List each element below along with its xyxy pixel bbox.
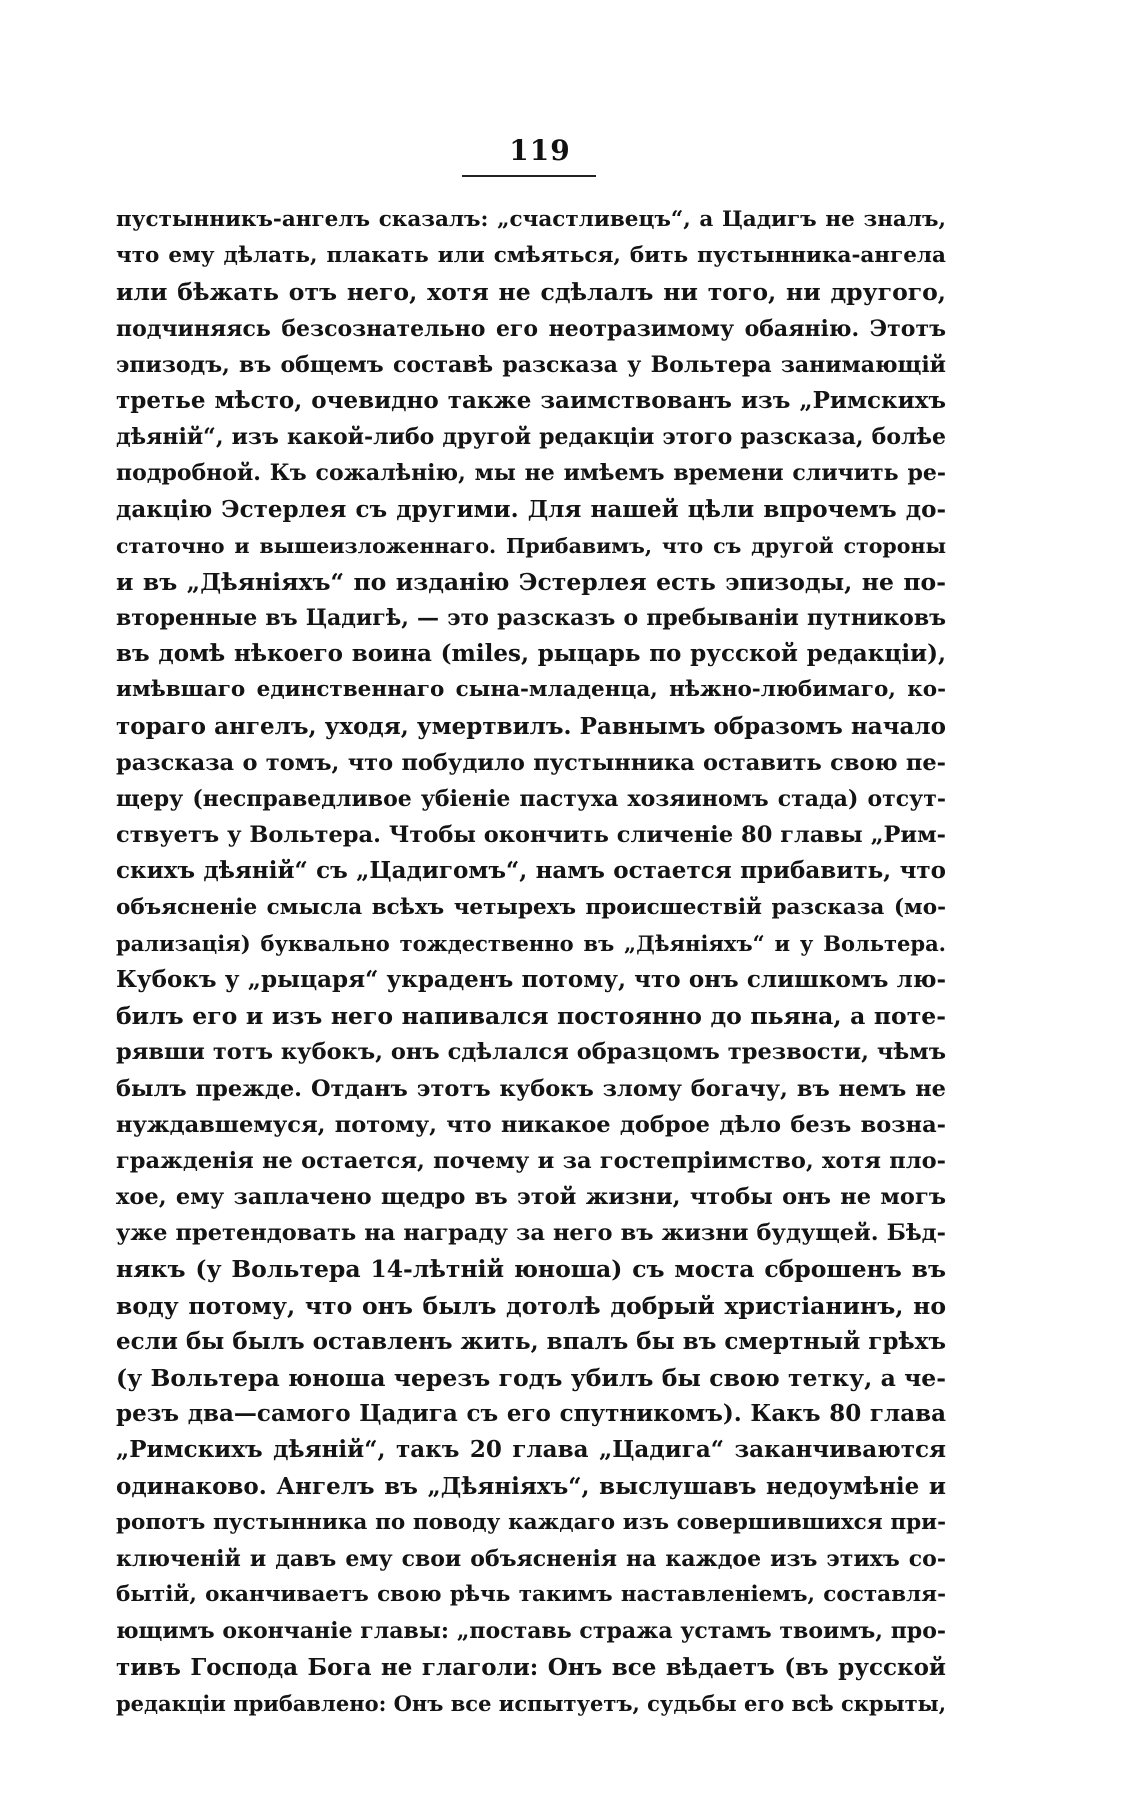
text-line: въ домѣ нѣкоего воина (miles, рыцарь по русской редакціи), [116,640,946,668]
text-line: подчиняясь безсознательно его неотразимому обаянію. Этотъ [116,315,946,342]
text-line: вторенные въ Цадигѣ, — это разсказъ о пребываніи путниковъ [116,605,946,632]
text-line: „Римскихъ дѣяній“, такъ 20 глава „Цадига“ заканчиваются [116,1436,946,1464]
text-line: объясненіе смысла всѣхъ четырехъ происшествій разсказа (мо- [116,894,946,920]
text-line: подробной. Къ сожалѣнію, мы не имѣемъ времени сличить ре- [116,460,946,487]
text-line: някъ (у Вольтера 14-лѣтній юноша) съ моста сброшенъ въ [116,1255,946,1284]
text-line: редакціи прибавлено: Онъ все испытуетъ, судьбы его всѣ скрыты, [116,1690,946,1716]
text-line: ропотъ пустынника по поводу каждаго изъ совершившихся при- [116,1509,946,1535]
text-line: скихъ дѣяній“ съ „Цадигомъ“, намъ остается прибавить, что [116,857,946,885]
text-line: гражденія не остается, почему и за гостепріимство, хотя пло- [116,1147,946,1174]
text-line: одинаково. Ангелъ въ „Дѣяніяхъ“, выслушавъ недоумѣніе и [116,1472,946,1500]
text-line: статочно и вышеизложеннаго. Прибавимъ, что съ другой стороны [116,533,946,558]
header-rule [462,175,596,177]
text-line: билъ его и изъ него напивался постоянно до пьяна, а поте- [116,1002,946,1031]
text-line: воду потому, что онъ былъ дотолѣ добрый христіанинъ, но [116,1291,946,1320]
text-line: резъ два—самого Цадига съ его спутникомъ). Какъ 80 глава [116,1400,946,1428]
text-line: былъ прежде. Отданъ этотъ кубокъ злому богачу, въ немъ не [116,1075,946,1102]
text-line: разсказа о томъ, что побудило пустынника оставить свою пе- [116,749,946,776]
text-line: щеру (несправедливое убіеніе пастуха хозяиномъ стада) отсут- [116,786,946,812]
text-line: если бы былъ оставленъ жить, впалъ бы въ смертный грѣхъ [116,1327,946,1355]
text-line: дѣяній“, изъ какой-либо другой редакціи этого разсказа, болѣе [116,424,946,451]
text-line: и въ „Дѣяніяхъ“ по изданію Эстерлея есть эпизоды, не по- [116,567,946,596]
text-line: бытій, оканчиваетъ свою рѣчь такимъ наставленіемъ, составля- [116,1582,946,1608]
text-line: третье мѣсто, очевидно также заимствованъ изъ „Римскихъ [116,386,946,414]
page-number: 119 [509,134,571,167]
body-text [116,202,946,1722]
text-line: эпизодъ, въ общемъ составѣ разсказа у Вольтера занимающій [116,351,946,378]
text-line: хое, ему заплачено щедро въ этой жизни, чтобы онъ не могъ [116,1184,946,1211]
text-line: уже претендовать на награду за него въ жизни будущей. Бѣд- [116,1220,946,1247]
text-line: ющимъ окончаніе главы: „поставь стража устамъ твоимъ, про- [116,1618,946,1645]
text-line: ключеній и давъ ему свои объясненія на каждое изъ этихъ со- [116,1545,946,1572]
text-line: или бѣжать отъ него, хотя не сдѣлалъ ни того, ни другого, [116,278,946,307]
text-line: что ему дѣлать, плакать или смѣяться, бить пустынника-ангела [116,243,946,269]
text-line: имѣвшаго единственнаго сына-младенца, нѣжно-любимаго, ко- [116,677,946,703]
text-line: тораго ангелъ, уходя, умертвилъ. Равнымъ образомъ начало [116,712,946,740]
text-line: тивъ Господа Бога не глаголи: Онъ все вѣдаетъ (въ русской [116,1653,946,1681]
text-line: нуждавшемуся, потому, что никакое доброе дѣло безъ возна- [116,1111,946,1138]
text-line: рявши тотъ кубокъ, онъ сдѣлался образцомъ трезвости, чѣмъ [116,1039,946,1066]
text-line: Кубокъ у „рыцаря“ украденъ потому, что онъ слишкомъ лю- [116,965,946,993]
text-line: дакцію Эстерлея съ другими. Для нашей цѣли впрочемъ до- [116,495,946,523]
text-line: пустынникъ-ангелъ сказалъ: „счастливецъ“, а Цадигъ не зналъ, [116,207,946,232]
text-line: рализація) буквально тождественно въ „Дѣяніяхъ“ и у Вольтера. [116,930,946,956]
text-line: ствуетъ у Вольтера. Чтобы окончить сличеніе 80 главы „Рим- [116,822,946,849]
text-line: (у Вольтера юноша черезъ годъ убилъ бы свою тетку, а че- [116,1364,946,1392]
